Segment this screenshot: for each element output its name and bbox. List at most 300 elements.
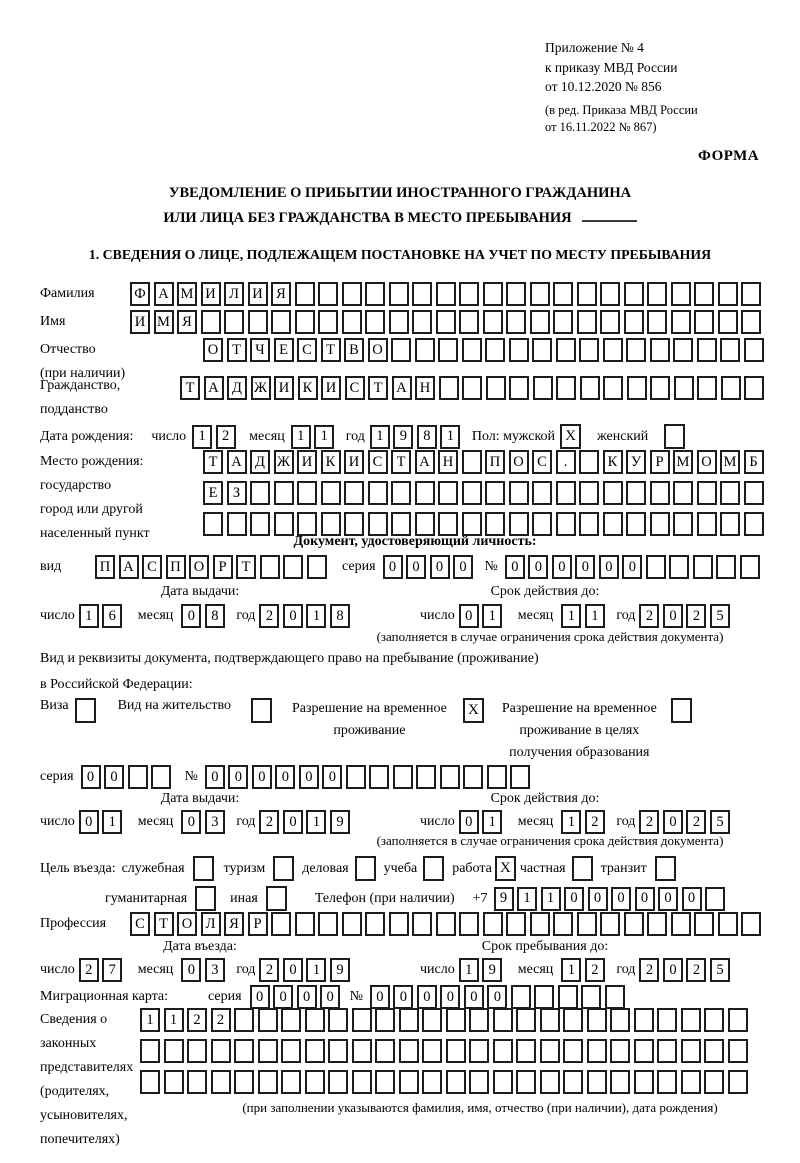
char-cell[interactable] xyxy=(716,555,736,579)
char-cell[interactable] xyxy=(211,1070,231,1094)
char-cell[interactable] xyxy=(579,338,599,362)
char-cell[interactable] xyxy=(318,310,338,334)
char-cell[interactable]: 0 xyxy=(635,887,655,911)
char-cell[interactable]: 0 xyxy=(250,985,270,1009)
char-cell[interactable]: 0 xyxy=(663,810,683,834)
char-cell[interactable]: 1 xyxy=(440,425,460,449)
residence-permit-checkbox[interactable] xyxy=(251,698,272,723)
char-cell[interactable]: 0 xyxy=(453,555,473,579)
char-cell[interactable] xyxy=(720,481,740,505)
char-cell[interactable]: 1 xyxy=(370,425,390,449)
char-cell[interactable] xyxy=(603,481,623,505)
char-cell[interactable] xyxy=(558,985,578,1009)
char-cell[interactable] xyxy=(297,512,317,536)
char-cell[interactable] xyxy=(369,765,389,789)
char-cell[interactable] xyxy=(321,512,341,536)
char-cell[interactable] xyxy=(462,338,482,362)
char-cell[interactable] xyxy=(556,376,576,400)
temp-permit-checkbox[interactable]: X xyxy=(463,698,484,723)
char-cell[interactable] xyxy=(328,1008,348,1032)
char-cell[interactable] xyxy=(422,1039,442,1063)
char-cell[interactable] xyxy=(462,450,482,474)
char-cell[interactable] xyxy=(342,912,362,936)
char-cell[interactable] xyxy=(462,376,482,400)
char-cell[interactable]: П xyxy=(166,555,186,579)
char-cell[interactable] xyxy=(718,282,738,306)
char-cell[interactable] xyxy=(634,1008,654,1032)
female-checkbox[interactable] xyxy=(664,424,685,449)
char-cell[interactable]: 5 xyxy=(710,810,730,834)
char-cell[interactable]: 0 xyxy=(181,604,201,628)
char-cell[interactable]: Т xyxy=(368,376,388,400)
char-cell[interactable] xyxy=(487,765,507,789)
char-cell[interactable] xyxy=(412,282,432,306)
char-cell[interactable] xyxy=(579,450,599,474)
char-cell[interactable] xyxy=(705,887,725,911)
char-cell[interactable]: 0 xyxy=(552,555,572,579)
char-cell[interactable] xyxy=(563,1039,583,1063)
char-cell[interactable]: 0 xyxy=(275,765,295,789)
char-cell[interactable] xyxy=(647,912,667,936)
char-cell[interactable]: 0 xyxy=(658,887,678,911)
char-cell[interactable] xyxy=(540,1039,560,1063)
char-cell[interactable]: 0 xyxy=(79,810,99,834)
char-cell[interactable] xyxy=(211,1039,231,1063)
char-cell[interactable]: А xyxy=(415,450,435,474)
char-cell[interactable]: 0 xyxy=(663,604,683,628)
char-cell[interactable]: С xyxy=(532,450,552,474)
char-cell[interactable] xyxy=(744,512,764,536)
char-cell[interactable] xyxy=(671,310,691,334)
char-cell[interactable] xyxy=(389,912,409,936)
char-cell[interactable]: И xyxy=(321,376,341,400)
char-cell[interactable]: 0 xyxy=(487,985,507,1009)
char-cell[interactable] xyxy=(140,1070,160,1094)
char-cell[interactable] xyxy=(463,765,483,789)
char-cell[interactable] xyxy=(603,376,623,400)
char-cell[interactable]: О xyxy=(697,450,717,474)
char-cell[interactable] xyxy=(728,1008,748,1032)
char-cell[interactable]: . xyxy=(556,450,576,474)
char-cell[interactable]: Т xyxy=(391,450,411,474)
char-cell[interactable] xyxy=(151,765,171,789)
char-cell[interactable] xyxy=(610,1070,630,1094)
char-cell[interactable]: 1 xyxy=(291,425,311,449)
char-cell[interactable] xyxy=(283,555,303,579)
char-cell[interactable]: Н xyxy=(438,450,458,474)
char-cell[interactable]: Р xyxy=(213,555,233,579)
char-cell[interactable]: 0 xyxy=(588,887,608,911)
char-cell[interactable]: С xyxy=(368,450,388,474)
char-cell[interactable]: И xyxy=(248,282,268,306)
char-cell[interactable] xyxy=(274,512,294,536)
char-cell[interactable] xyxy=(469,1008,489,1032)
char-cell[interactable] xyxy=(164,1039,184,1063)
char-cell[interactable] xyxy=(694,282,714,306)
char-cell[interactable] xyxy=(305,1008,325,1032)
char-cell[interactable] xyxy=(459,282,479,306)
char-cell[interactable] xyxy=(509,512,529,536)
char-cell[interactable]: 1 xyxy=(541,887,561,911)
char-cell[interactable]: С xyxy=(142,555,162,579)
char-cell[interactable]: Р xyxy=(248,912,268,936)
char-cell[interactable] xyxy=(375,1070,395,1094)
char-cell[interactable] xyxy=(626,512,646,536)
char-cell[interactable] xyxy=(412,310,432,334)
char-cell[interactable] xyxy=(532,338,552,362)
char-cell[interactable]: И xyxy=(201,282,221,306)
edu-permit-checkbox[interactable] xyxy=(671,698,692,723)
char-cell[interactable] xyxy=(271,912,291,936)
char-cell[interactable] xyxy=(344,481,364,505)
char-cell[interactable]: 0 xyxy=(81,765,101,789)
char-cell[interactable] xyxy=(647,310,667,334)
char-cell[interactable]: 0 xyxy=(181,810,201,834)
char-cell[interactable] xyxy=(399,1070,419,1094)
char-cell[interactable]: 0 xyxy=(505,555,525,579)
char-cell[interactable] xyxy=(577,310,597,334)
char-cell[interactable]: 7 xyxy=(102,958,122,982)
char-cell[interactable]: 2 xyxy=(639,604,659,628)
char-cell[interactable] xyxy=(389,282,409,306)
char-cell[interactable] xyxy=(389,310,409,334)
char-cell[interactable] xyxy=(260,555,280,579)
char-cell[interactable]: 2 xyxy=(259,958,279,982)
char-cell[interactable] xyxy=(391,512,411,536)
char-cell[interactable]: 0 xyxy=(320,985,340,1009)
purpose-business-checkbox[interactable] xyxy=(355,856,376,881)
char-cell[interactable]: 9 xyxy=(330,958,350,982)
char-cell[interactable] xyxy=(509,376,529,400)
char-cell[interactable] xyxy=(624,310,644,334)
char-cell[interactable]: 0 xyxy=(370,985,390,1009)
purpose-official-checkbox[interactable] xyxy=(193,856,214,881)
char-cell[interactable] xyxy=(646,555,666,579)
char-cell[interactable] xyxy=(250,512,270,536)
char-cell[interactable]: Ж xyxy=(251,376,271,400)
char-cell[interactable]: Б xyxy=(744,450,764,474)
char-cell[interactable] xyxy=(368,512,388,536)
char-cell[interactable]: 1 xyxy=(306,958,326,982)
char-cell[interactable]: 2 xyxy=(639,958,659,982)
char-cell[interactable] xyxy=(530,912,550,936)
char-cell[interactable]: 0 xyxy=(440,985,460,1009)
char-cell[interactable] xyxy=(650,338,670,362)
char-cell[interactable] xyxy=(718,310,738,334)
char-cell[interactable] xyxy=(693,555,713,579)
char-cell[interactable] xyxy=(553,912,573,936)
char-cell[interactable] xyxy=(436,282,456,306)
char-cell[interactable] xyxy=(681,1039,701,1063)
char-cell[interactable] xyxy=(516,1039,536,1063)
char-cell[interactable]: 0 xyxy=(564,887,584,911)
char-cell[interactable] xyxy=(321,481,341,505)
char-cell[interactable]: 1 xyxy=(561,604,581,628)
char-cell[interactable]: И xyxy=(274,376,294,400)
char-cell[interactable] xyxy=(318,282,338,306)
char-cell[interactable] xyxy=(227,512,247,536)
char-cell[interactable] xyxy=(671,912,691,936)
char-cell[interactable]: 0 xyxy=(205,765,225,789)
char-cell[interactable] xyxy=(603,338,623,362)
char-cell[interactable]: 0 xyxy=(459,604,479,628)
char-cell[interactable]: 1 xyxy=(314,425,334,449)
char-cell[interactable] xyxy=(540,1070,560,1094)
char-cell[interactable] xyxy=(281,1070,301,1094)
char-cell[interactable]: М xyxy=(720,450,740,474)
char-cell[interactable]: 0 xyxy=(406,555,426,579)
char-cell[interactable]: 0 xyxy=(663,958,683,982)
char-cell[interactable]: 1 xyxy=(306,604,326,628)
char-cell[interactable] xyxy=(741,912,761,936)
char-cell[interactable]: Т xyxy=(236,555,256,579)
char-cell[interactable] xyxy=(393,765,413,789)
char-cell[interactable]: 0 xyxy=(299,765,319,789)
char-cell[interactable] xyxy=(493,1070,513,1094)
char-cell[interactable]: О xyxy=(203,338,223,362)
char-cell[interactable] xyxy=(203,512,223,536)
char-cell[interactable]: Т xyxy=(227,338,247,362)
char-cell[interactable]: 0 xyxy=(622,555,642,579)
char-cell[interactable] xyxy=(697,338,717,362)
char-cell[interactable] xyxy=(553,310,573,334)
purpose-private-checkbox[interactable] xyxy=(572,856,593,881)
char-cell[interactable] xyxy=(704,1008,724,1032)
char-cell[interactable] xyxy=(365,282,385,306)
char-cell[interactable] xyxy=(741,282,761,306)
char-cell[interactable] xyxy=(462,512,482,536)
char-cell[interactable] xyxy=(694,310,714,334)
char-cell[interactable] xyxy=(344,512,364,536)
char-cell[interactable]: 0 xyxy=(464,985,484,1009)
char-cell[interactable]: С xyxy=(345,376,365,400)
char-cell[interactable]: 0 xyxy=(273,985,293,1009)
char-cell[interactable]: О xyxy=(189,555,209,579)
char-cell[interactable] xyxy=(250,481,270,505)
char-cell[interactable] xyxy=(258,1039,278,1063)
char-cell[interactable] xyxy=(579,481,599,505)
char-cell[interactable]: 1 xyxy=(459,958,479,982)
char-cell[interactable] xyxy=(720,512,740,536)
char-cell[interactable]: 2 xyxy=(585,958,605,982)
char-cell[interactable] xyxy=(305,1039,325,1063)
char-cell[interactable] xyxy=(600,310,620,334)
char-cell[interactable] xyxy=(728,1039,748,1063)
char-cell[interactable] xyxy=(295,310,315,334)
char-cell[interactable]: Ф xyxy=(130,282,150,306)
char-cell[interactable]: Т xyxy=(180,376,200,400)
char-cell[interactable]: 2 xyxy=(187,1008,207,1032)
char-cell[interactable]: Н xyxy=(415,376,435,400)
char-cell[interactable]: О xyxy=(177,912,197,936)
char-cell[interactable] xyxy=(721,376,741,400)
char-cell[interactable] xyxy=(485,338,505,362)
char-cell[interactable] xyxy=(624,282,644,306)
char-cell[interactable] xyxy=(530,310,550,334)
char-cell[interactable] xyxy=(439,376,459,400)
char-cell[interactable] xyxy=(399,1039,419,1063)
char-cell[interactable]: 0 xyxy=(611,887,631,911)
char-cell[interactable] xyxy=(485,481,505,505)
char-cell[interactable] xyxy=(187,1070,207,1094)
char-cell[interactable]: 2 xyxy=(686,604,706,628)
char-cell[interactable]: 2 xyxy=(216,425,236,449)
char-cell[interactable] xyxy=(509,481,529,505)
char-cell[interactable] xyxy=(483,310,503,334)
char-cell[interactable]: А xyxy=(392,376,412,400)
char-cell[interactable] xyxy=(673,338,693,362)
char-cell[interactable]: 0 xyxy=(383,555,403,579)
char-cell[interactable]: 9 xyxy=(330,810,350,834)
char-cell[interactable] xyxy=(634,1070,654,1094)
char-cell[interactable]: Л xyxy=(224,282,244,306)
char-cell[interactable] xyxy=(365,310,385,334)
char-cell[interactable] xyxy=(281,1008,301,1032)
char-cell[interactable] xyxy=(506,282,526,306)
char-cell[interactable] xyxy=(563,1008,583,1032)
char-cell[interactable]: 0 xyxy=(283,604,303,628)
char-cell[interactable] xyxy=(626,481,646,505)
char-cell[interactable]: М xyxy=(673,450,693,474)
char-cell[interactable] xyxy=(352,1008,372,1032)
char-cell[interactable] xyxy=(720,338,740,362)
char-cell[interactable] xyxy=(647,282,667,306)
char-cell[interactable] xyxy=(493,1008,513,1032)
char-cell[interactable]: 1 xyxy=(561,958,581,982)
char-cell[interactable] xyxy=(295,912,315,936)
char-cell[interactable] xyxy=(187,1039,207,1063)
char-cell[interactable] xyxy=(516,1070,536,1094)
char-cell[interactable] xyxy=(234,1070,254,1094)
char-cell[interactable] xyxy=(532,481,552,505)
char-cell[interactable]: 8 xyxy=(330,604,350,628)
char-cell[interactable] xyxy=(624,912,644,936)
char-cell[interactable] xyxy=(579,512,599,536)
char-cell[interactable] xyxy=(626,338,646,362)
char-cell[interactable]: М xyxy=(154,310,174,334)
char-cell[interactable] xyxy=(234,1039,254,1063)
char-cell[interactable]: 2 xyxy=(259,810,279,834)
char-cell[interactable] xyxy=(164,1070,184,1094)
char-cell[interactable] xyxy=(415,481,435,505)
char-cell[interactable] xyxy=(399,1008,419,1032)
char-cell[interactable]: А xyxy=(154,282,174,306)
char-cell[interactable] xyxy=(534,985,554,1009)
char-cell[interactable] xyxy=(274,481,294,505)
char-cell[interactable] xyxy=(258,1070,278,1094)
char-cell[interactable] xyxy=(577,282,597,306)
char-cell[interactable]: 1 xyxy=(306,810,326,834)
char-cell[interactable]: 1 xyxy=(140,1008,160,1032)
char-cell[interactable] xyxy=(328,1070,348,1094)
char-cell[interactable] xyxy=(128,765,148,789)
char-cell[interactable]: 1 xyxy=(561,810,581,834)
char-cell[interactable] xyxy=(581,985,601,1009)
char-cell[interactable]: М xyxy=(177,282,197,306)
char-cell[interactable]: Д xyxy=(250,450,270,474)
char-cell[interactable] xyxy=(744,481,764,505)
char-cell[interactable] xyxy=(328,1039,348,1063)
char-cell[interactable] xyxy=(446,1039,466,1063)
char-cell[interactable]: 1 xyxy=(482,604,502,628)
char-cell[interactable] xyxy=(718,912,738,936)
char-cell[interactable] xyxy=(318,912,338,936)
char-cell[interactable]: 0 xyxy=(430,555,450,579)
char-cell[interactable] xyxy=(650,481,670,505)
char-cell[interactable]: И xyxy=(130,310,150,334)
purpose-work-checkbox[interactable]: X xyxy=(495,856,516,881)
char-cell[interactable] xyxy=(556,512,576,536)
char-cell[interactable]: Я xyxy=(177,310,197,334)
char-cell[interactable]: Ч xyxy=(250,338,270,362)
char-cell[interactable] xyxy=(516,1008,536,1032)
char-cell[interactable] xyxy=(342,310,362,334)
char-cell[interactable] xyxy=(671,282,691,306)
char-cell[interactable]: Е xyxy=(203,481,223,505)
char-cell[interactable]: 3 xyxy=(205,958,225,982)
char-cell[interactable] xyxy=(391,338,411,362)
char-cell[interactable] xyxy=(422,1070,442,1094)
char-cell[interactable] xyxy=(605,985,625,1009)
char-cell[interactable] xyxy=(307,555,327,579)
char-cell[interactable] xyxy=(556,481,576,505)
char-cell[interactable] xyxy=(587,1008,607,1032)
char-cell[interactable] xyxy=(440,765,460,789)
char-cell[interactable] xyxy=(553,282,573,306)
char-cell[interactable]: 1 xyxy=(79,604,99,628)
char-cell[interactable]: 2 xyxy=(259,604,279,628)
char-cell[interactable]: 8 xyxy=(417,425,437,449)
char-cell[interactable] xyxy=(577,912,597,936)
char-cell[interactable]: А xyxy=(204,376,224,400)
purpose-tourism-checkbox[interactable] xyxy=(273,856,294,881)
char-cell[interactable] xyxy=(438,481,458,505)
char-cell[interactable] xyxy=(530,282,550,306)
char-cell[interactable] xyxy=(483,282,503,306)
purpose-other-checkbox[interactable] xyxy=(266,886,287,911)
char-cell[interactable] xyxy=(510,765,530,789)
char-cell[interactable]: 1 xyxy=(102,810,122,834)
char-cell[interactable]: 1 xyxy=(482,810,502,834)
char-cell[interactable] xyxy=(556,338,576,362)
char-cell[interactable]: 8 xyxy=(205,604,225,628)
char-cell[interactable]: 0 xyxy=(459,810,479,834)
char-cell[interactable] xyxy=(728,1070,748,1094)
purpose-transit-checkbox[interactable] xyxy=(655,856,676,881)
char-cell[interactable]: 9 xyxy=(482,958,502,982)
char-cell[interactable] xyxy=(459,912,479,936)
char-cell[interactable]: С xyxy=(297,338,317,362)
char-cell[interactable] xyxy=(375,1008,395,1032)
char-cell[interactable] xyxy=(352,1070,372,1094)
char-cell[interactable]: 0 xyxy=(682,887,702,911)
char-cell[interactable]: 5 xyxy=(710,604,730,628)
char-cell[interactable]: 0 xyxy=(393,985,413,1009)
char-cell[interactable]: 5 xyxy=(710,958,730,982)
char-cell[interactable]: 0 xyxy=(528,555,548,579)
char-cell[interactable] xyxy=(741,310,761,334)
char-cell[interactable] xyxy=(694,912,714,936)
char-cell[interactable] xyxy=(436,310,456,334)
char-cell[interactable] xyxy=(140,1039,160,1063)
char-cell[interactable] xyxy=(248,310,268,334)
char-cell[interactable] xyxy=(511,985,531,1009)
char-cell[interactable] xyxy=(669,555,689,579)
char-cell[interactable] xyxy=(673,512,693,536)
char-cell[interactable]: 0 xyxy=(297,985,317,1009)
char-cell[interactable]: 1 xyxy=(517,887,537,911)
char-cell[interactable] xyxy=(416,765,436,789)
